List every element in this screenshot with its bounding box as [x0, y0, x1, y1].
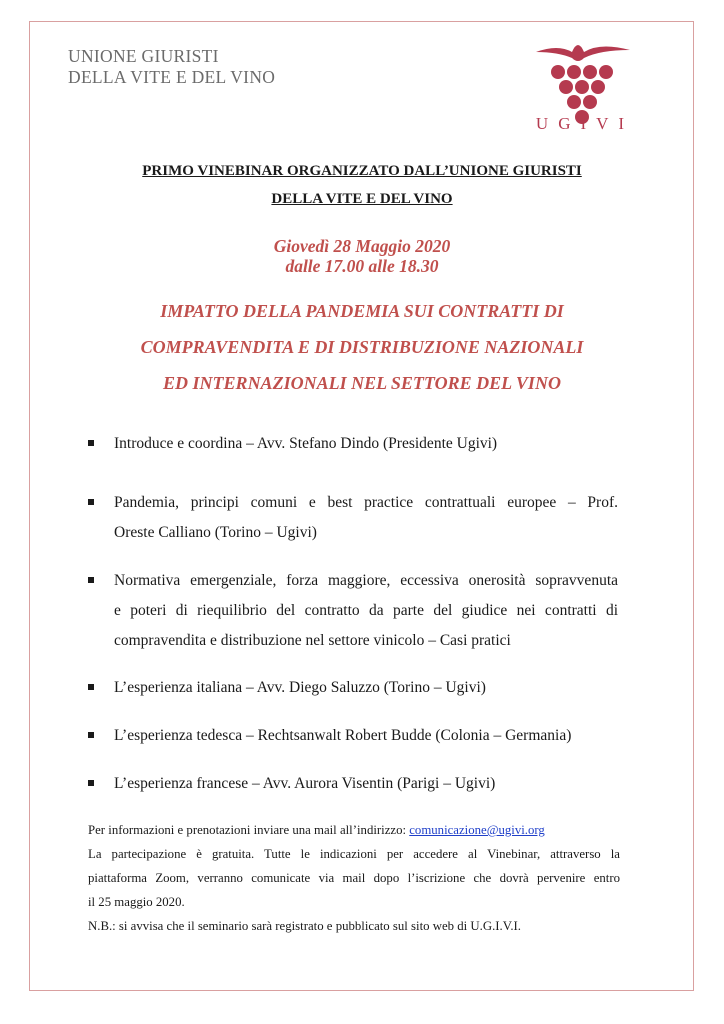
agenda-item-text: e poteri di riequilibrio del contratto da parte del giudice nei contratti di — [114, 602, 618, 619]
bullet-icon — [88, 440, 94, 446]
event-title-line-3: ED INTERNAZIONALI NEL SETTORE DEL VINO — [163, 373, 561, 393]
agenda-item-text: compravendita e distribuzione nel settore vinicolo – Casi pratici — [114, 632, 511, 649]
agenda-item — [88, 488, 618, 548]
email-link[interactable]: comunicazione@ugivi.org — [409, 823, 545, 837]
event-date: Giovedì 28 Maggio 2020 — [273, 236, 451, 256]
headline-line-1: PRIMO VINEBINAR ORGANIZZATO DALL’UNIONE GIURISTI — [142, 163, 582, 179]
agenda-item-text: L’esperienza tedesca – Rechtsanwalt Robert Budde (Colonia – Germania) — [114, 727, 572, 744]
agenda-item-text: Pandemia, principi comuni e best practice contrattuali europee – Prof. — [114, 494, 618, 511]
participation-text: La partecipazione è gratuita. Tutte le indicazioni per accedere al Vinebinar, attraverso la — [88, 847, 620, 861]
org-name-line-2: DELLA VITE E DEL VINO — [68, 67, 276, 87]
bullet-icon — [88, 577, 94, 583]
agenda-item-text: L’esperienza francese – Avv. Aurora Visentin (Parigi – Ugivi) — [114, 775, 496, 792]
footer-info — [88, 818, 620, 938]
bullet-icon — [88, 499, 94, 505]
agenda-item-text: L’esperienza italiana – Avv. Diego Saluzzo (Torino – Ugivi) — [114, 679, 486, 696]
organization-name — [68, 46, 275, 88]
headline-line-2: DELLA VITE E DEL VINO — [271, 191, 453, 207]
event-title-line-2: COMPRAVENDITA E DI DISTRIBUZIONE NAZIONALI — [140, 337, 584, 357]
participation-text: il 25 maggio 2020. — [88, 895, 185, 909]
agenda-item — [88, 769, 618, 799]
agenda-item — [88, 566, 618, 656]
bullet-icon — [88, 684, 94, 690]
agenda-item — [88, 673, 618, 703]
logo-wordmark: UGIVI — [535, 114, 635, 133]
bullet-icon — [88, 732, 94, 738]
bullet-icon — [88, 780, 94, 786]
agenda-item-text: Normativa emergenziale, forza maggiore, eccessiva onerosità sopravvenuta — [114, 572, 618, 589]
event-title-line-1: IMPATTO DELLA PANDEMIA SUI CONTRATTI DI — [160, 301, 564, 321]
info-text: Per informazioni e prenotazioni inviare una mail all’indirizzo: — [88, 823, 410, 837]
agenda-item — [88, 429, 618, 459]
participation-text: piattaforma Zoom, verranno comunicate via mail dopo l’iscrizione che dovrà pervenire entro — [88, 871, 620, 885]
agenda-item-text: Oreste Calliano (Torino – Ugivi) — [114, 524, 317, 541]
recording-note: N.B.: si avvisa che il seminario sarà registrato e pubblicato sul sito web di U.G.I.V.I. — [88, 919, 521, 933]
event-time: dalle 17.00 alle 18.30 — [285, 256, 439, 276]
agenda-item-text: Introduce e coordina – Avv. Stefano Dindo (Presidente Ugivi) — [114, 435, 498, 452]
agenda-item — [88, 721, 618, 751]
org-name-line-1: UNIONE GIURISTI — [68, 46, 219, 66]
